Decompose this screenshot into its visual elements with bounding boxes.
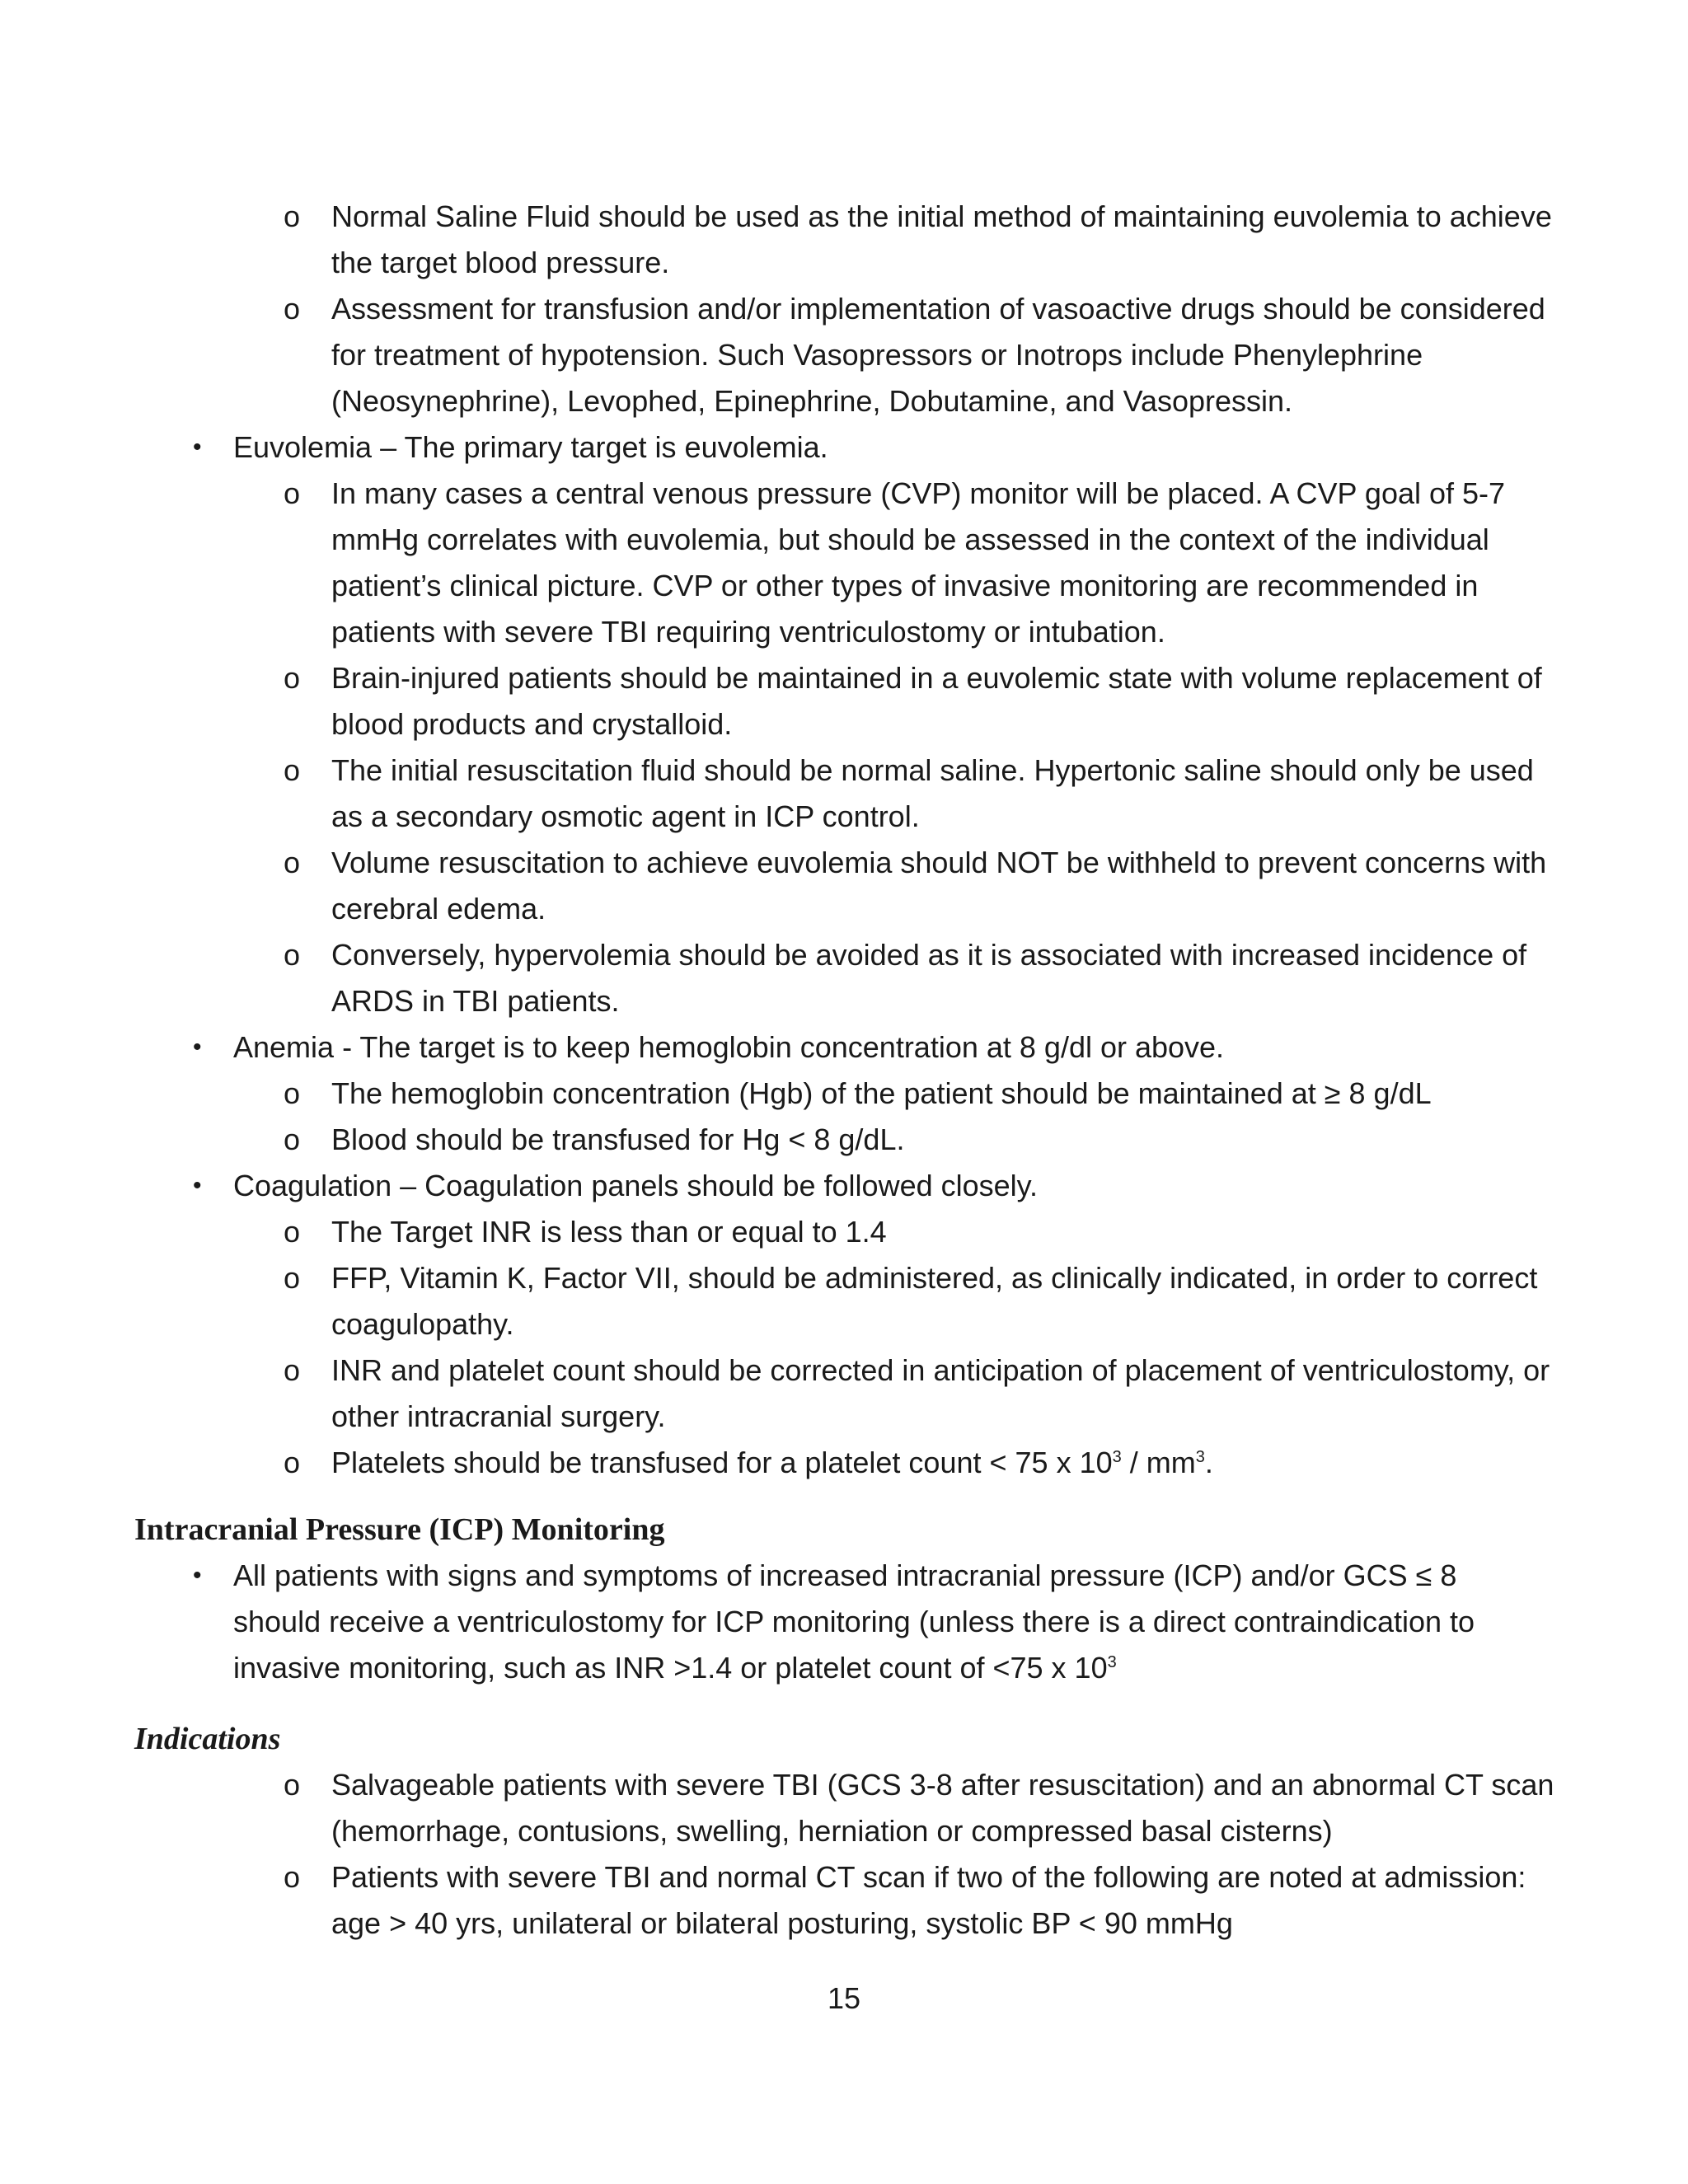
list-item-text: Conversely, hypervolemia should be avoided as it is associated with increased incidence of ARDS in TBI patients.	[331, 938, 1527, 1018]
list-item	[284, 471, 1559, 655]
list-item	[284, 655, 1559, 748]
bullet-marker: •	[193, 1033, 202, 1061]
list-item-text: Salvageable patients with severe TBI (GCS 3-8 after resuscitation) and an abnormal CT scan (hemorrhage, contusions, swelling, herniation or compressed basal cisterns)	[331, 1768, 1554, 1848]
platelets-unit: / mm	[1121, 1446, 1196, 1479]
list-item-text: In many cases a central venous pressure (CVP) monitor will be placed. A CVP goal of 5-7 mmHg correlates with euvolemia, but should be assessed in the context of the individual patient’s clinical picture. CVP or other types of invasive monitoring are recommended in patients with severe TBI requiring ventriculostomy or intubation.	[331, 476, 1506, 649]
list-item-text: The hemoglobin concentration (Hgb) of the patient should be maintained at ≥ 8 g/dL	[331, 1076, 1432, 1110]
bullet-item-euvolemia	[193, 424, 1536, 471]
list-item-text: FFP, Vitamin K, Factor VII, should be administered, as clinically indicated, in order to correct coagulopathy.	[331, 1261, 1538, 1341]
exponent: 3	[1107, 1653, 1117, 1671]
list-item	[284, 286, 1559, 424]
platelets-text: Platelets should be transfused for a platelet count < 75 x 10	[331, 1446, 1113, 1479]
bullet-item-text: All patients with signs and symptoms of increased intracranial pressure (ICP) and/or GCS ≤ 8 should receive a ventriculostomy for ICP monitoring (unless there is a direct contraindication to invasive monitoring, such as INR >1.4 or platelet count of <75 x 10	[233, 1558, 1475, 1685]
section-heading-indications: Indications	[134, 1722, 281, 1756]
list-item	[284, 1255, 1559, 1347]
sub-bullet-marker: o	[284, 1860, 301, 1894]
sub-bullet-marker: o	[284, 1122, 301, 1156]
platelets-end: .	[1204, 1446, 1213, 1479]
bullet-marker: •	[193, 1172, 202, 1199]
bullet-item-text: Euvolemia – The primary target is euvolemia.	[233, 430, 828, 464]
sub-bullet-marker: o	[284, 476, 301, 510]
sub-bullet-marker: o	[284, 938, 301, 972]
bullet-marker: •	[193, 434, 202, 461]
list-item	[284, 1071, 1559, 1117]
sub-bullet-marker: o	[284, 1261, 301, 1295]
sub-bullet-marker: o	[284, 1215, 301, 1249]
bullet-item-anemia	[193, 1024, 1536, 1071]
list-item	[284, 1347, 1559, 1440]
list-item	[284, 748, 1559, 840]
list-item-text: Blood should be transfused for Hg < 8 g/dL.	[331, 1122, 905, 1156]
bullet-item-coagulation	[193, 1163, 1536, 1209]
list-item-text: INR and platelet count should be corrected in anticipation of placement of ventriculostomy, or other intracranial surgery.	[331, 1353, 1550, 1433]
list-item	[284, 194, 1559, 286]
sub-bullet-marker: o	[284, 753, 301, 787]
exponent: 3	[1195, 1448, 1205, 1466]
list-item	[284, 1762, 1559, 1854]
list-item-text: The initial resuscitation fluid should be normal saline. Hypertonic saline should only be used as a secondary osmotic agent in ICP control.	[331, 753, 1534, 833]
list-item-text: Normal Saline Fluid should be used as the initial method of maintaining euvolemia to achieve the target blood pressure.	[331, 199, 1552, 279]
page-number: 15	[827, 1981, 861, 2015]
list-item	[284, 840, 1559, 932]
list-item	[284, 1854, 1559, 1947]
sub-bullet-marker: o	[284, 1768, 301, 1802]
sub-bullet-marker: o	[284, 846, 301, 879]
list-item	[284, 932, 1559, 1024]
sub-bullet-marker: o	[284, 199, 301, 233]
sub-bullet-marker: o	[284, 1076, 301, 1110]
list-item	[284, 1117, 1559, 1163]
sub-bullet-marker: o	[284, 661, 301, 695]
list-item-text: The Target INR is less than or equal to 1.4	[331, 1215, 887, 1249]
bullet-item-icp	[193, 1553, 1536, 1691]
bullet-item-text: Coagulation – Coagulation panels should be followed closely.	[233, 1169, 1038, 1202]
section-heading-icp: Intracranial Pressure (ICP) Monitoring	[134, 1512, 665, 1547]
sub-bullet-marker: o	[284, 1446, 301, 1479]
list-item-text: Patients with severe TBI and normal CT scan if two of the following are noted at admission: age > 40 yrs, unilateral or bilateral posturing, systolic BP < 90 mmHg	[331, 1860, 1526, 1940]
list-item-text: Volume resuscitation to achieve euvolemia should NOT be withheld to prevent concerns with cerebral edema.	[331, 846, 1547, 926]
list-item-platelets	[284, 1440, 1559, 1486]
exponent: 3	[1112, 1448, 1122, 1466]
bullet-marker: •	[193, 1562, 202, 1589]
sub-bullet-marker: o	[284, 292, 301, 326]
sub-bullet-marker: o	[284, 1353, 301, 1387]
list-item	[284, 1209, 1559, 1255]
list-item-text: Brain-injured patients should be maintained in a euvolemic state with volume replacement of blood products and crystalloid.	[331, 661, 1542, 741]
bullet-item-text: Anemia - The target is to keep hemoglobin concentration at 8 g/dl or above.	[233, 1030, 1225, 1064]
list-item-text: Assessment for transfusion and/or implementation of vasoactive drugs should be considered for treatment of hypotension. Such Vasopressors or Inotrops include Phenylephrine (Neosynephrine), Levophed, Epinephrine, Dobutamine, and Vasopressin.	[331, 292, 1545, 418]
